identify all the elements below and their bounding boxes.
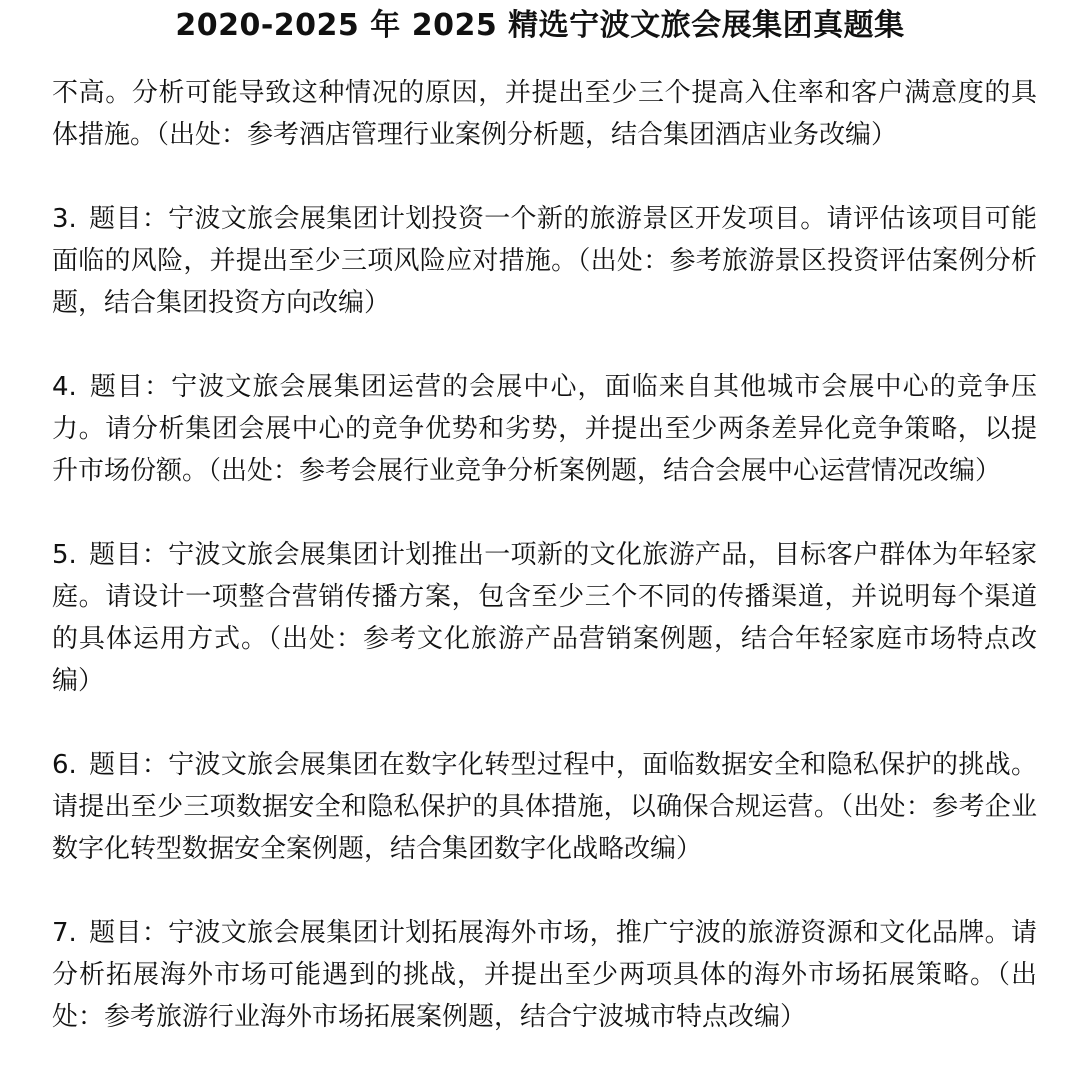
- question-text: 题目：宁波文旅会展集团计划拓展海外市场，推广宁波的旅游资源和文化品牌。请分析拓展海外市场可能遇到的挑战，并提出至少两项具体的海外市场拓展策略。（出处：参考旅游行业海外市场拓展案例题，结合宁波城市特点改编）: [52, 918, 1037, 1032]
- question-7: [52, 912, 1037, 1038]
- question-text: 题目：宁波文旅会展集团计划投资一个新的旅游景区开发项目。请评估该项目可能面临的风险，并提出至少三项风险应对措施。（出处：参考旅游景区投资评估案例分析题，结合集团投资方向改编）: [52, 204, 1037, 318]
- question-number: 7.: [52, 918, 77, 948]
- question-text: 题目：宁波文旅会展集团计划推出一项新的文化旅游产品，目标客户群体为年轻家庭。请设计一项整合营销传播方案，包含至少三个不同的传播渠道，并说明每个渠道的具体运用方式。（出处：参考文化旅游产品营销案例题，结合年轻家庭市场特点改编）: [52, 540, 1037, 696]
- continuation-paragraph: 不高。分析可能导致这种情况的原因，并提出至少三个提高入住率和客户满意度的具体措施。（出处：参考酒店管理行业案例分析题，结合集团酒店业务改编）: [52, 78, 1037, 150]
- page-title: 2020-2025 年 2025 精选宁波文旅会展集团真题集: [175, 8, 905, 43]
- question-6: [52, 744, 1037, 870]
- document-body: [52, 72, 1037, 1038]
- question-4: [52, 366, 1037, 492]
- question-number: 4.: [52, 372, 77, 402]
- question-number: 6.: [52, 750, 77, 780]
- question-text: 题目：宁波文旅会展集团运营的会展中心，面临来自其他城市会展中心的竞争压力。请分析集团会展中心的竞争优势和劣势，并提出至少两条差异化竞争策略，以提升市场份额。（出处：参考会展行业竞争分析案例题，结合会展中心运营情况改编）: [52, 372, 1037, 486]
- question-number: 3.: [52, 204, 77, 234]
- question-number: 5.: [52, 540, 77, 570]
- question-5: [52, 534, 1037, 702]
- question-3: [52, 198, 1037, 324]
- question-text: 题目：宁波文旅会展集团在数字化转型过程中，面临数据安全和隐私保护的挑战。请提出至少三项数据安全和隐私保护的具体措施，以确保合规运营。（出处：参考企业数字化转型数据安全案例题，结合集团数字化战略改编）: [52, 750, 1037, 864]
